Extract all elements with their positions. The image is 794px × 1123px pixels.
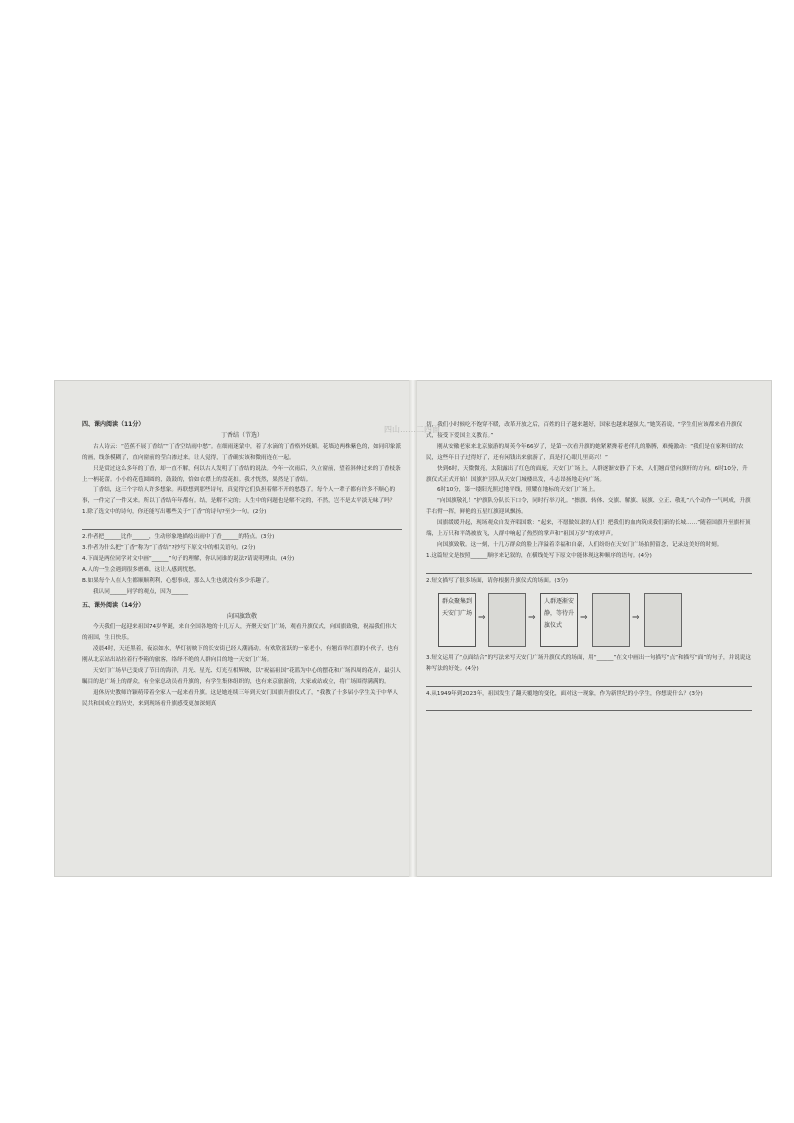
passage-2-paragraph: 天安门广场早已变成了节日的海洋，月光、星光、灯光互相辉映，以“祝福祖国”花篮为中心的摆花和广场四周的花卉，最引人瞩目的是广场上的群众，有全家总动员看升旗的，有学生集体组织的，也有来京旅游的，大家或站或立，将广场围得满满的。 [82, 668, 401, 685]
passage-2-paragraph: 向国旗致敬。这一刻，十几万群众的脸上洋溢着幸福和自豪，人们纷纷在天安门广场拍照留念，记录这美好的时刻。 [437, 541, 723, 548]
passage-2-paragraph: 今天我们一起迎来祖国74岁华诞，来自全国各地的十几万人，齐聚天安门广场，观看升旗仪式，向国旗致敬，祝福我们伟大的祖国，生日快乐。 [82, 624, 397, 642]
photographed-exam-paper [54, 380, 772, 877]
faint-corner-text: 四山……二四面 [384, 425, 440, 434]
question: 1.这篇短文是按照______顺序来记叙的，在横线处写下原文中能体现这种顺序的语句。(4分) [426, 552, 652, 559]
passage-1-title: 丁香结（节选） [220, 431, 263, 439]
passage-1-paragraph: 只是赏过这么多年的丁香，却一直不解，何以古人发明了丁香结的说法。今年一次雨后，久立窗前，望着斜伸过来的丁香枝条上一柄花蕾。小小的花苞圆圆的，鼓鼓的，恰如衣襟上的盘花扣。我才恍然，果然是丁香结。 [82, 465, 401, 483]
left-column [82, 420, 402, 710]
section-5-heading: 五、课外阅读（14分） [82, 601, 145, 609]
flow-arrow: ⇒ [632, 612, 640, 623]
question: 2.短文描写了很多场面，请你根据升旗仪式的场面。(3分) [426, 577, 568, 584]
passage-2-paragraph: 6时10分，第一缕阳光照过地平线，照耀在地标的天安门广场上。 [437, 487, 599, 494]
passage-2-paragraph: 切，我们小时候吃不饱穿不暖，改革开放之后，百姓的日子越来越好，国家也越来越强大。”她笑着说，“学生们应该都来看升旗仪式，接受下爱国主义教育。” [426, 422, 743, 439]
question: 1.除了选文中的诗句，你还能写出哪些关于“丁香”的诗句?至少一句。(2分) [82, 509, 267, 516]
option: A.人的一生会遇到很多磨难，这让人感到忧愁。 [82, 566, 200, 573]
passage-2-paragraph: 退休历史教师许颖萌带着全家人一起来看升旗。这是她连续三年到天安门国旗升旗仪式了，“我教了十多届小学生关于中华人民共和国成立的历史，来到现场看升旗感受更加深刻真 [82, 689, 398, 707]
passage-2-paragraph: 快到6时，天微微亮，太阳露出了红色的面庞，天安门广场上，人群逐渐安静了下来，人们翘首望向旗杆的方向。6时10分，升旗仪式正式开始！国旗护卫队从天安门城楼出发，斗志昂扬地走向广场。 [426, 465, 748, 483]
passage-2-paragraph: 凌晨4时，天还黑着，夜凉如水，华灯初映下的长安街已经人潮涌动。有欢欣雀跃的一家老小，有翘首举红旗的小伙子，也有刚从北京站出站拉着行李箱的旅客，络绎不绝的人群向目的地一天安门广场。 [82, 646, 399, 664]
flow-arrow: ⇒ [528, 612, 536, 623]
passage-2-paragraph: 国旗缓缓升起，现场观众自发齐唱国歌：“起来，不愿做奴隶的人们！把我们的血肉筑成我们新的长城……”随着国旗升至旗杆顶端，上万只和平鸽被放飞，人群中响起了热烈的掌声和“祖国万岁”的欢呼声。 [426, 520, 751, 538]
flow-arrow: ⇒ [478, 612, 486, 623]
passage-2-paragraph: 刚从安徽老家来北京旅游的周英今年66岁了，是第一次看升旗的她紧紧搀着老伴儿的胳膊，难掩激动：“我们是在家种田的农民，这些年日子过得好了，还有闲钱出来旅游了，真是打心眼儿里高兴！” [426, 443, 744, 461]
question: 4.下面是两位同学对文中画“______”句子的理解，你认同谁的说法?请说明理由。(4分) [82, 555, 295, 562]
flow-box-quiet: 人群逐渐安静，等待升旗仪式 [540, 593, 578, 647]
right-column [426, 420, 752, 713]
passage-2-title: 向国旗致敬 [226, 612, 257, 620]
answer-line [426, 677, 752, 687]
passage-2-paragraph: “向国旗敬礼！”护旗队分队长下口令，同时行举刀礼。“擦旗、转体、交旗、解旗、展旗、立正、敬礼”八个动作一气呵成，升旗手右臂一挥，鲜艳的五星红旗迎风飘扬。 [426, 498, 751, 516]
flow-blank-box [592, 593, 630, 647]
answer-line [82, 520, 402, 530]
question: 2.作者把______比作______，生动形象地描绘出雨中丁香______的特点。(3分) [82, 534, 275, 541]
answer-line [426, 701, 752, 711]
flow-box-crowd: 群众聚集到天安门广场 [438, 593, 476, 647]
flow-arrow: ⇒ [580, 612, 588, 623]
passage-1-paragraph: 丁香结，这三个字给人许多想象。再联想到那些诗句，真觉得它们负担着解不开的愁怨了。每个人一辈子都有许多不顺心的事，一件完了一件又来。所以丁香结年年都有。结，是解不完的；人生中的问题也是解不完的，不然，岂不是太平淡无味了吗？ [82, 487, 396, 505]
answer-prompt: 我认同______同学的观点，因为______ [93, 588, 189, 595]
answer-line [426, 564, 752, 574]
passage-1-paragraph: 古人诗云：“芭蕉不展丁香结”“丁香空结雨中愁”。在细雨迷蒙中，着了水滴的丁香格外妩媚。花墙边两株紫色的，如同印象派的画，线条模糊了，直向窗前的莹白渗过来。让人觉得，丁香确实该和微雨连在一起。 [82, 443, 402, 461]
flow-blank-box [644, 593, 682, 647]
section-4-heading: 四、课内阅读（11分） [82, 421, 145, 428]
flow-diagram [426, 591, 752, 651]
question: 3.作者为什么把“丁香”称为“丁香结”?抄写下原文中的相关语句。(2分) [82, 545, 256, 552]
flow-blank-box [488, 593, 526, 647]
option: B.如果每个人在人生都顺顺利利，心想事成，那么人生也就没有多少乐趣了。 [82, 577, 273, 584]
paper-fold [409, 380, 417, 877]
question: 3.短文运用了“点面结合”的写法来写天安门广场升旗仪式的场面，用“______”在文中画出一句描写“点”和描写“面”的句子，并说说这种写法的好处。(4分) [426, 654, 751, 672]
question: 4.从1949年到2023年，祖国发生了翻天覆地的变化，面对这一现象，作为新世纪的小学生，你想说什么？(3分) [426, 690, 703, 697]
